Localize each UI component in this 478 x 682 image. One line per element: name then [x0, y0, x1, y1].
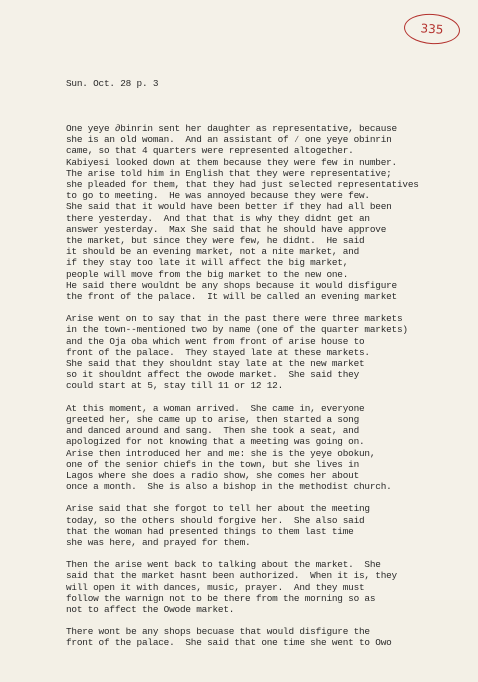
- text-line: Then the arise went back to talking about the market. She: [66, 559, 381, 571]
- text-line: if they stay too late it will affect the big market,: [66, 257, 349, 269]
- text-line: She said that they shouldnt stay late at the new market: [66, 358, 365, 370]
- text-line: she is an old woman. And an assistant of ∕ one yeye obinrin: [66, 134, 392, 146]
- text-line: and danced around and sang. Then she took a seat, and: [66, 425, 359, 437]
- text-line: one of the senior chiefs in the town, but she lives in: [66, 458, 359, 470]
- text-line: in the town--mentioned two by name (one of the quarter markets): [66, 324, 408, 336]
- text-line: and the Oja oba which went from front of arise house to: [66, 335, 365, 347]
- text-line: to go to meeting. He was annoyed because they were few.: [66, 190, 370, 202]
- text-line: follow the warnign not to be there from the morning so as: [66, 592, 376, 604]
- text-line: Arise said that she forgot to tell her about the meeting: [66, 503, 370, 515]
- text-line: that the woman had presented things to them last time: [66, 525, 354, 537]
- text-line: said that the market hasnt been authorized. When it is, they: [66, 570, 397, 582]
- text-line: apologized for not knowing that a meeting was going on.: [66, 436, 365, 448]
- paragraph: [66, 313, 476, 391]
- text-line: At this moment, a woman arrived. She came in, everyone: [66, 402, 365, 414]
- text-line: answer yesterday. Max She said that he should have approve: [66, 223, 387, 235]
- paragraph: [66, 559, 476, 615]
- text-line: it should be an evening market, not a nite market, and: [66, 246, 359, 258]
- text-line: The arise told him in English that they were representative;: [66, 167, 392, 179]
- text-line: He said there wouldnt be any shops because it would disfigure: [66, 279, 397, 291]
- typed-text: [66, 56, 476, 682]
- text-line: the front of the palace. It will be called an evening market: [66, 291, 397, 303]
- text-line: came, so that 4 quarters were represented altogether.: [66, 145, 354, 157]
- text-line: Lagos where she does a radio show, she comes her about: [66, 469, 359, 481]
- text-line: so it shouldnt affect the owode market. She said they: [66, 369, 359, 381]
- text-line: front of the palace. They stayed late at these markets.: [66, 346, 370, 358]
- paragraph: [66, 503, 476, 548]
- text-line: She said that it would have been better if they had all been: [66, 201, 392, 213]
- text-line: Arise went on to say that in the past there were three markets: [66, 313, 403, 325]
- text-line: front of the palace. She said that one time she went to Owo: [66, 637, 392, 649]
- body-text: [66, 123, 476, 649]
- text-line: One yeye ∂binrin sent her daughter as representative, because: [66, 123, 397, 135]
- text-line: will open it with dances, music, prayer. And they must: [66, 581, 365, 593]
- page-header: Sun. Oct. 28 p. 3: [66, 78, 159, 90]
- page-number-stamp: 335: [403, 12, 461, 46]
- text-line: the market, but since they were few, he didnt. He said: [66, 235, 365, 247]
- text-line: There wont be any shops becuase that would disfigure the: [66, 626, 370, 638]
- text-line: not to affect the Owode market.: [66, 603, 235, 615]
- text-line: she was here, and prayed for them.: [66, 536, 251, 548]
- text-line: once a month. She is also a bishop in the methodist church.: [66, 481, 392, 493]
- text-line: greeted her, she came up to arise, then started a song: [66, 413, 359, 425]
- text-line: Kabiyesi looked down at them because they were few in number.: [66, 156, 397, 168]
- text-line: Arise then introduced her and me: she is the yeye obokun,: [66, 447, 376, 459]
- paragraph: [66, 403, 476, 493]
- text-line: she pleaded for them, that they had just selected representatives: [66, 179, 419, 191]
- text-line: could start at 5, stay till 11 or 12 12.: [66, 380, 284, 392]
- text-line: today, so the others should forgive her. She also said: [66, 514, 365, 526]
- paragraph: [66, 123, 476, 302]
- text-line: people will move from the big market to the new one.: [66, 268, 349, 280]
- paragraph: [66, 626, 476, 648]
- text-line: there yesterday. And that that is why they didnt get an: [66, 212, 370, 224]
